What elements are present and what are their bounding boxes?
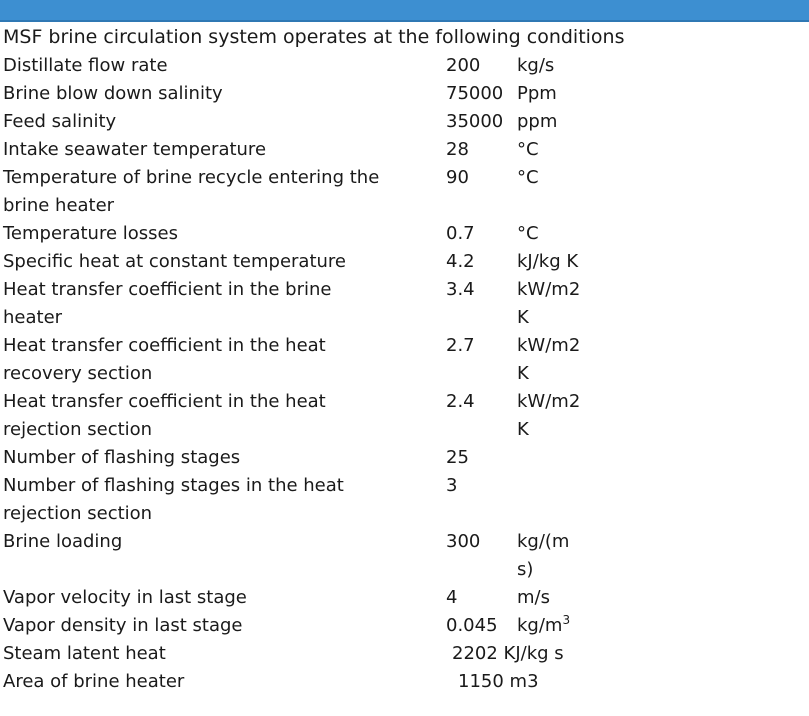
row-label-continued: rejection section bbox=[3, 419, 153, 440]
row-value: 2.7 bbox=[446, 335, 475, 356]
table-row bbox=[0, 332, 809, 360]
row-label-continued: recovery section bbox=[3, 363, 153, 384]
table-row bbox=[0, 164, 809, 192]
table-row-continuation bbox=[0, 360, 809, 388]
row-value: 0.045 bbox=[446, 615, 498, 636]
table-row bbox=[0, 612, 809, 640]
row-unit bbox=[517, 612, 570, 640]
row-label: Intake seawater temperature bbox=[3, 139, 267, 160]
row-unit: °C bbox=[517, 139, 539, 160]
row-unit: m/s bbox=[517, 587, 550, 608]
table-row bbox=[0, 136, 809, 164]
row-value: 28 bbox=[446, 139, 469, 160]
row-value: 0.7 bbox=[446, 223, 475, 244]
row-label: Heat transfer coefficient in the brine bbox=[3, 279, 332, 300]
row-label: Brine loading bbox=[3, 531, 123, 552]
row-value: 35000 bbox=[446, 111, 504, 132]
row-unit-base: kg/m bbox=[517, 615, 563, 636]
row-value: 25 bbox=[446, 447, 469, 468]
table-row-continuation bbox=[0, 304, 809, 332]
table-row bbox=[0, 388, 809, 416]
table-row bbox=[0, 472, 809, 500]
row-label: Vapor density in last stage bbox=[3, 615, 243, 636]
row-unit: kJ/kg K bbox=[517, 251, 579, 272]
row-unit: kW/m2 bbox=[517, 391, 581, 412]
table-row bbox=[0, 668, 809, 696]
table-row bbox=[0, 640, 809, 668]
table-row bbox=[0, 276, 809, 304]
table-row bbox=[0, 220, 809, 248]
row-label-continued: rejection section bbox=[3, 503, 153, 524]
row-label: Vapor velocity in last stage bbox=[3, 587, 247, 608]
row-unit: °C bbox=[517, 223, 539, 244]
row-unit: Ppm bbox=[517, 83, 557, 104]
row-unit-continued: s) bbox=[517, 559, 534, 580]
row-unit-exponent: 3 bbox=[562, 613, 571, 627]
row-unit-continued: K bbox=[517, 419, 529, 440]
row-label: Specific heat at constant temperature bbox=[3, 251, 346, 272]
row-label: Number of flashing stages in the heat bbox=[3, 475, 344, 496]
table-row-continuation bbox=[0, 556, 809, 584]
row-label: Heat transfer coefficient in the heat bbox=[3, 391, 326, 412]
row-label: Number of flashing stages bbox=[3, 447, 241, 468]
row-unit: kg/s bbox=[517, 55, 555, 76]
table-row bbox=[0, 528, 809, 556]
row-unit: °C bbox=[517, 167, 539, 188]
row-value: 4 bbox=[446, 587, 458, 608]
row-label: Feed salinity bbox=[3, 111, 117, 132]
row-label: Distillate flow rate bbox=[3, 55, 168, 76]
row-unit-continued: K bbox=[517, 307, 529, 328]
table-row bbox=[0, 80, 809, 108]
row-unit: kW/m2 bbox=[517, 335, 581, 356]
row-label: Area of brine heater bbox=[3, 671, 185, 692]
row-unit: ppm bbox=[517, 111, 558, 132]
table-row bbox=[0, 584, 809, 612]
row-label: Brine blow down salinity bbox=[3, 83, 223, 104]
table-row bbox=[0, 444, 809, 472]
row-value: 300 bbox=[446, 531, 481, 552]
table-row bbox=[0, 248, 809, 276]
row-label: Heat transfer coefficient in the heat bbox=[3, 335, 326, 356]
table-row-continuation bbox=[0, 192, 809, 220]
row-value: 75000 bbox=[446, 83, 504, 104]
row-value: 90 bbox=[446, 167, 469, 188]
row-unit: kW/m2 bbox=[517, 279, 581, 300]
row-value: 4.2 bbox=[446, 251, 475, 272]
window-top-bar bbox=[0, 0, 809, 22]
row-label-continued: brine heater bbox=[3, 195, 115, 216]
table-row-continuation bbox=[0, 500, 809, 528]
row-label-continued: heater bbox=[3, 307, 63, 328]
row-value-with-unit: 2202 KJ/kg s bbox=[452, 643, 564, 664]
row-label: Steam latent heat bbox=[3, 643, 166, 664]
row-label: Temperature losses bbox=[3, 223, 178, 244]
row-label: Temperature of brine recycle entering the bbox=[3, 167, 380, 188]
row-value: 2.4 bbox=[446, 391, 475, 412]
table-row-continuation bbox=[0, 416, 809, 444]
row-value: 200 bbox=[446, 55, 481, 76]
row-value-with-unit: 1150 m3 bbox=[458, 671, 539, 692]
row-value: 3 bbox=[446, 475, 458, 496]
row-unit-continued: K bbox=[517, 363, 529, 384]
row-unit: kg/(m bbox=[517, 531, 570, 552]
page-title: MSF brine circulation system operates at the following conditions bbox=[3, 26, 625, 48]
table-row bbox=[0, 108, 809, 136]
table-row bbox=[0, 52, 809, 80]
row-value: 3.4 bbox=[446, 279, 475, 300]
